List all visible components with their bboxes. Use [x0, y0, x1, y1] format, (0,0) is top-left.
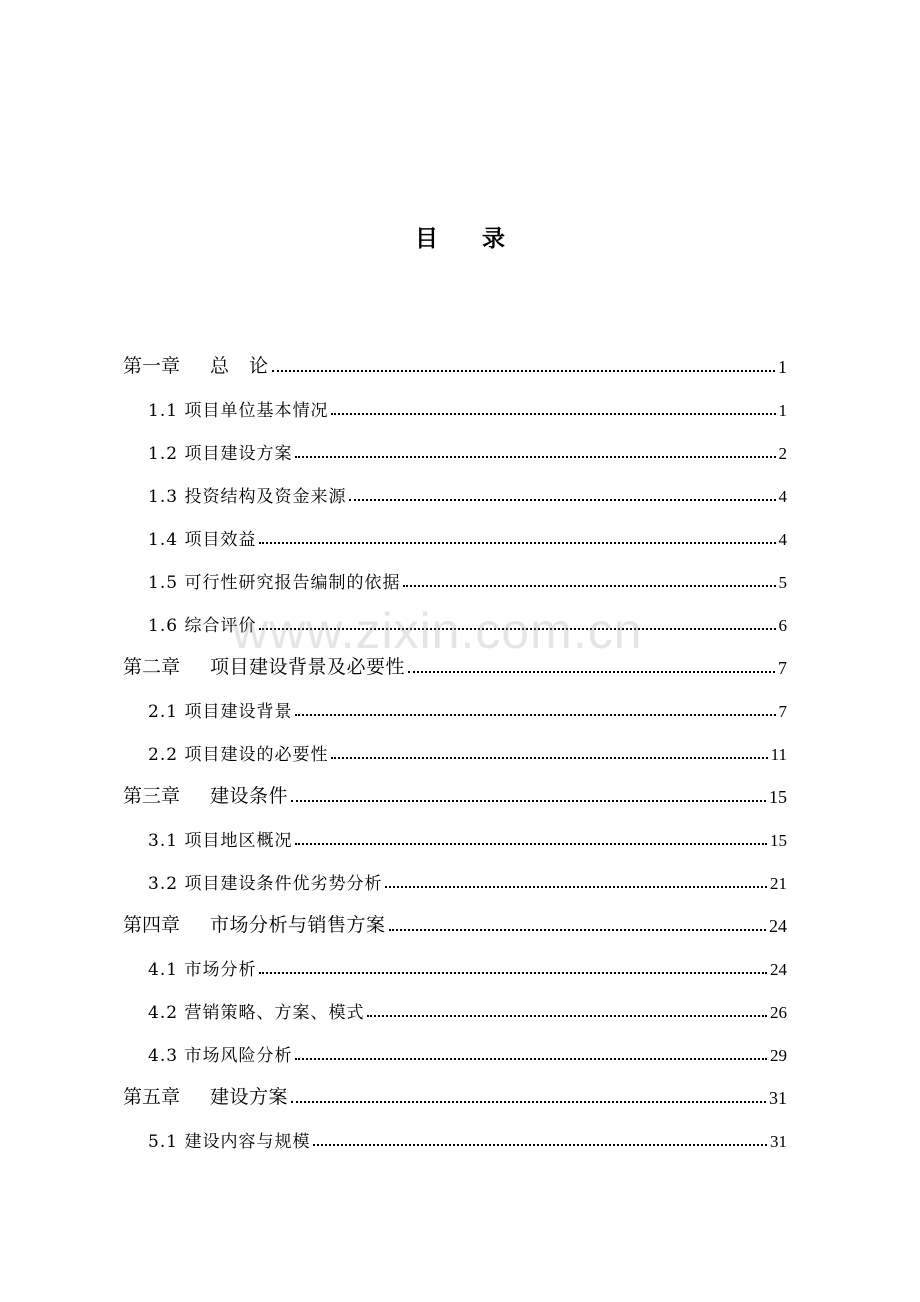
toc-section-row[interactable]	[123, 943, 787, 986]
toc-section-row[interactable]	[123, 470, 787, 513]
toc-leader-dots	[389, 929, 766, 931]
toc-leader-dots	[272, 370, 775, 372]
toc-chapter-row[interactable]	[123, 642, 787, 685]
toc-section-row[interactable]	[123, 814, 787, 857]
toc-page-number: 24	[770, 960, 787, 979]
toc-leader-dots	[331, 757, 767, 759]
toc-chapter-title: 项目建设背景及必要性	[210, 656, 406, 678]
toc-chapter-label	[123, 652, 405, 685]
toc-page-number: 29	[770, 1046, 787, 1065]
toc-section-label: 2.2 项目建设的必要性	[148, 745, 329, 765]
toc-leader-dots	[331, 413, 775, 415]
toc-leader-dots	[259, 628, 775, 630]
toc-chapter-number: 第三章	[123, 785, 181, 807]
toc-section-label: 1.3 投资结构及资金来源	[148, 487, 347, 507]
toc-chapter-number: 第四章	[123, 914, 181, 936]
toc-section-row[interactable]	[123, 685, 787, 728]
toc-section-label: 4.1 市场分析	[148, 960, 257, 980]
toc-page-number: 2	[778, 444, 787, 463]
toc-leader-dots	[295, 456, 775, 458]
toc-leader-dots	[295, 843, 767, 845]
toc-page-number: 21	[770, 874, 787, 893]
toc-chapter-label	[123, 781, 288, 814]
toc-page-number: 7	[778, 658, 787, 678]
toc-page-number: 15	[769, 787, 787, 807]
toc-chapter-label	[123, 910, 386, 943]
toc-leader-dots	[385, 886, 767, 888]
toc-page-number: 24	[769, 916, 787, 936]
toc-page-number: 7	[778, 702, 787, 721]
toc-leader-dots	[295, 1058, 767, 1060]
toc-chapter-row[interactable]	[123, 1072, 787, 1115]
toc-section-row[interactable]	[123, 599, 787, 642]
toc-section-row[interactable]	[123, 1115, 787, 1158]
toc-leader-dots	[313, 1144, 767, 1146]
toc-section-row[interactable]	[123, 728, 787, 771]
toc-chapter-title: 总 论	[210, 355, 269, 377]
toc-page-number: 4	[778, 487, 787, 506]
toc-section-row[interactable]	[123, 1029, 787, 1072]
toc-leader-dots	[403, 585, 775, 587]
toc-section-label: 5.1 建设内容与规模	[148, 1132, 311, 1152]
toc-page-number: 31	[770, 1132, 787, 1151]
toc-page-number: 4	[778, 530, 787, 549]
toc-section-row[interactable]	[123, 556, 787, 599]
toc-leader-dots	[295, 714, 775, 716]
toc-leader-dots	[259, 972, 767, 974]
toc-leader-dots	[259, 542, 775, 544]
toc-chapter-label	[123, 1082, 288, 1115]
toc-leader-dots	[291, 800, 766, 802]
toc-section-label: 3.2 项目建设条件优劣势分析	[148, 874, 383, 894]
toc-chapter-number: 第二章	[123, 656, 181, 678]
toc-leader-dots	[367, 1015, 767, 1017]
toc-section-label: 1.4 项目效益	[148, 530, 257, 550]
table-of-contents	[123, 341, 787, 1158]
page-title	[0, 220, 920, 253]
toc-chapter-title: 市场分析与销售方案	[210, 914, 386, 936]
toc-leader-dots	[291, 1101, 766, 1103]
toc-page-number: 1	[778, 401, 787, 420]
toc-chapter-number: 第一章	[123, 355, 181, 377]
toc-page-number: 31	[769, 1088, 787, 1108]
toc-leader-dots	[349, 499, 775, 501]
page-title-char-1: 目	[415, 226, 438, 252]
toc-section-row[interactable]	[123, 427, 787, 470]
toc-section-label: 1.1 项目单位基本情况	[148, 401, 329, 421]
toc-section-row[interactable]	[123, 384, 787, 427]
toc-section-label: 1.5 可行性研究报告编制的依据	[148, 573, 401, 593]
toc-page-number: 1	[778, 357, 787, 377]
toc-section-label: 2.1 项目建设背景	[148, 702, 293, 722]
toc-section-label: 1.2 项目建设方案	[148, 444, 293, 464]
toc-page-number: 15	[770, 831, 787, 850]
toc-section-label: 1.6 综合评价	[148, 616, 257, 636]
toc-chapter-title: 建设方案	[210, 1086, 289, 1108]
toc-section-row[interactable]	[123, 513, 787, 556]
watermark-text: www.zixin.com.cn	[232, 603, 643, 659]
toc-section-label: 4.2 营销策略、方案、模式	[148, 1003, 365, 1023]
page-title-char-2: 录	[482, 226, 505, 252]
toc-section-row[interactable]	[123, 857, 787, 900]
toc-leader-dots	[408, 671, 775, 673]
toc-chapter-label	[123, 351, 269, 384]
toc-section-label: 4.3 市场风险分析	[148, 1046, 293, 1066]
toc-chapter-row[interactable]	[123, 900, 787, 943]
toc-chapter-title: 建设条件	[210, 785, 289, 807]
toc-section-row[interactable]	[123, 986, 787, 1029]
toc-page-number: 26	[770, 1003, 787, 1022]
toc-page-number: 5	[778, 573, 787, 592]
toc-chapter-row[interactable]	[123, 341, 787, 384]
toc-page-number: 11	[770, 745, 787, 764]
toc-chapter-number: 第五章	[123, 1086, 181, 1108]
toc-page-number: 6	[778, 616, 787, 635]
toc-chapter-row[interactable]	[123, 771, 787, 814]
toc-section-label: 3.1 项目地区概况	[148, 831, 293, 851]
